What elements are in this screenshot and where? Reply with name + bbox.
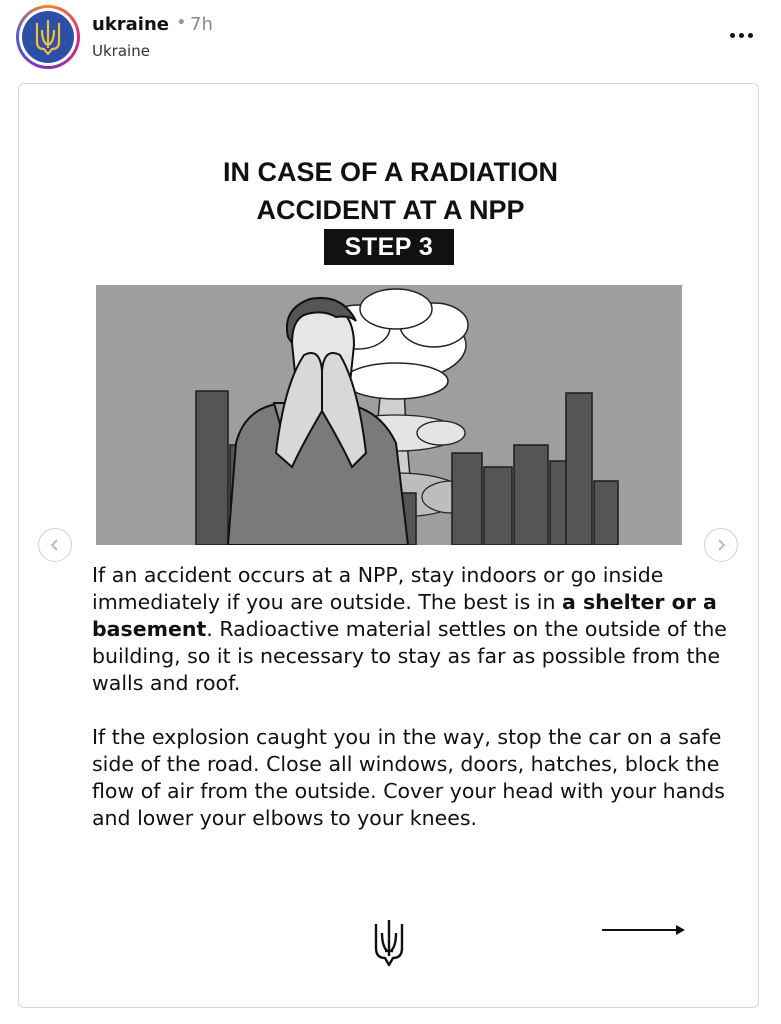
step-badge: STEP 3 xyxy=(324,229,454,265)
carousel-prev-button[interactable] xyxy=(38,528,72,562)
slide-body xyxy=(92,562,732,832)
chevron-left-icon xyxy=(48,538,62,552)
avatar[interactable] xyxy=(16,5,80,69)
arrow-right-icon xyxy=(600,922,688,938)
trident-icon xyxy=(371,918,407,968)
emphasis-shelter: a shelter or a basement xyxy=(92,590,717,641)
chevron-right-icon xyxy=(714,538,728,552)
ukraine-coat-of-arms-icon xyxy=(22,11,74,63)
timestamp[interactable]: 7h xyxy=(190,14,213,35)
person-covering-face-mushroom-cloud-illustration xyxy=(96,285,682,545)
slide-title-line-1: IN CASE OF A RADIATION xyxy=(223,157,558,187)
slide-title-line-2: ACCIDENT AT A NPP xyxy=(256,195,525,225)
slide-title xyxy=(0,153,781,229)
more-options-button[interactable] xyxy=(724,20,758,50)
post-header xyxy=(0,0,781,80)
separator-dot: • xyxy=(176,12,187,33)
more-horizontal-icon xyxy=(730,33,735,38)
username[interactable]: ukraine xyxy=(92,14,170,35)
location-link[interactable]: Ukraine xyxy=(92,42,150,60)
carousel-next-button[interactable] xyxy=(704,528,738,562)
paragraph-1: If an accident occurs at a NPP, stay indoors or go inside immediately if you are outside. The best is in a shelter or a basement. Radioactive material settles on the outside of the building, so it is necessary to stay as far as possible from the walls and roof. xyxy=(92,563,727,695)
paragraph-2: If the explosion caught you in the way, stop the car on a safe side of the road. Close all windows, doors, hatches, block the flow of air from the outside. Cover your head with your hands and lower your elbows to your knees. xyxy=(92,725,725,830)
